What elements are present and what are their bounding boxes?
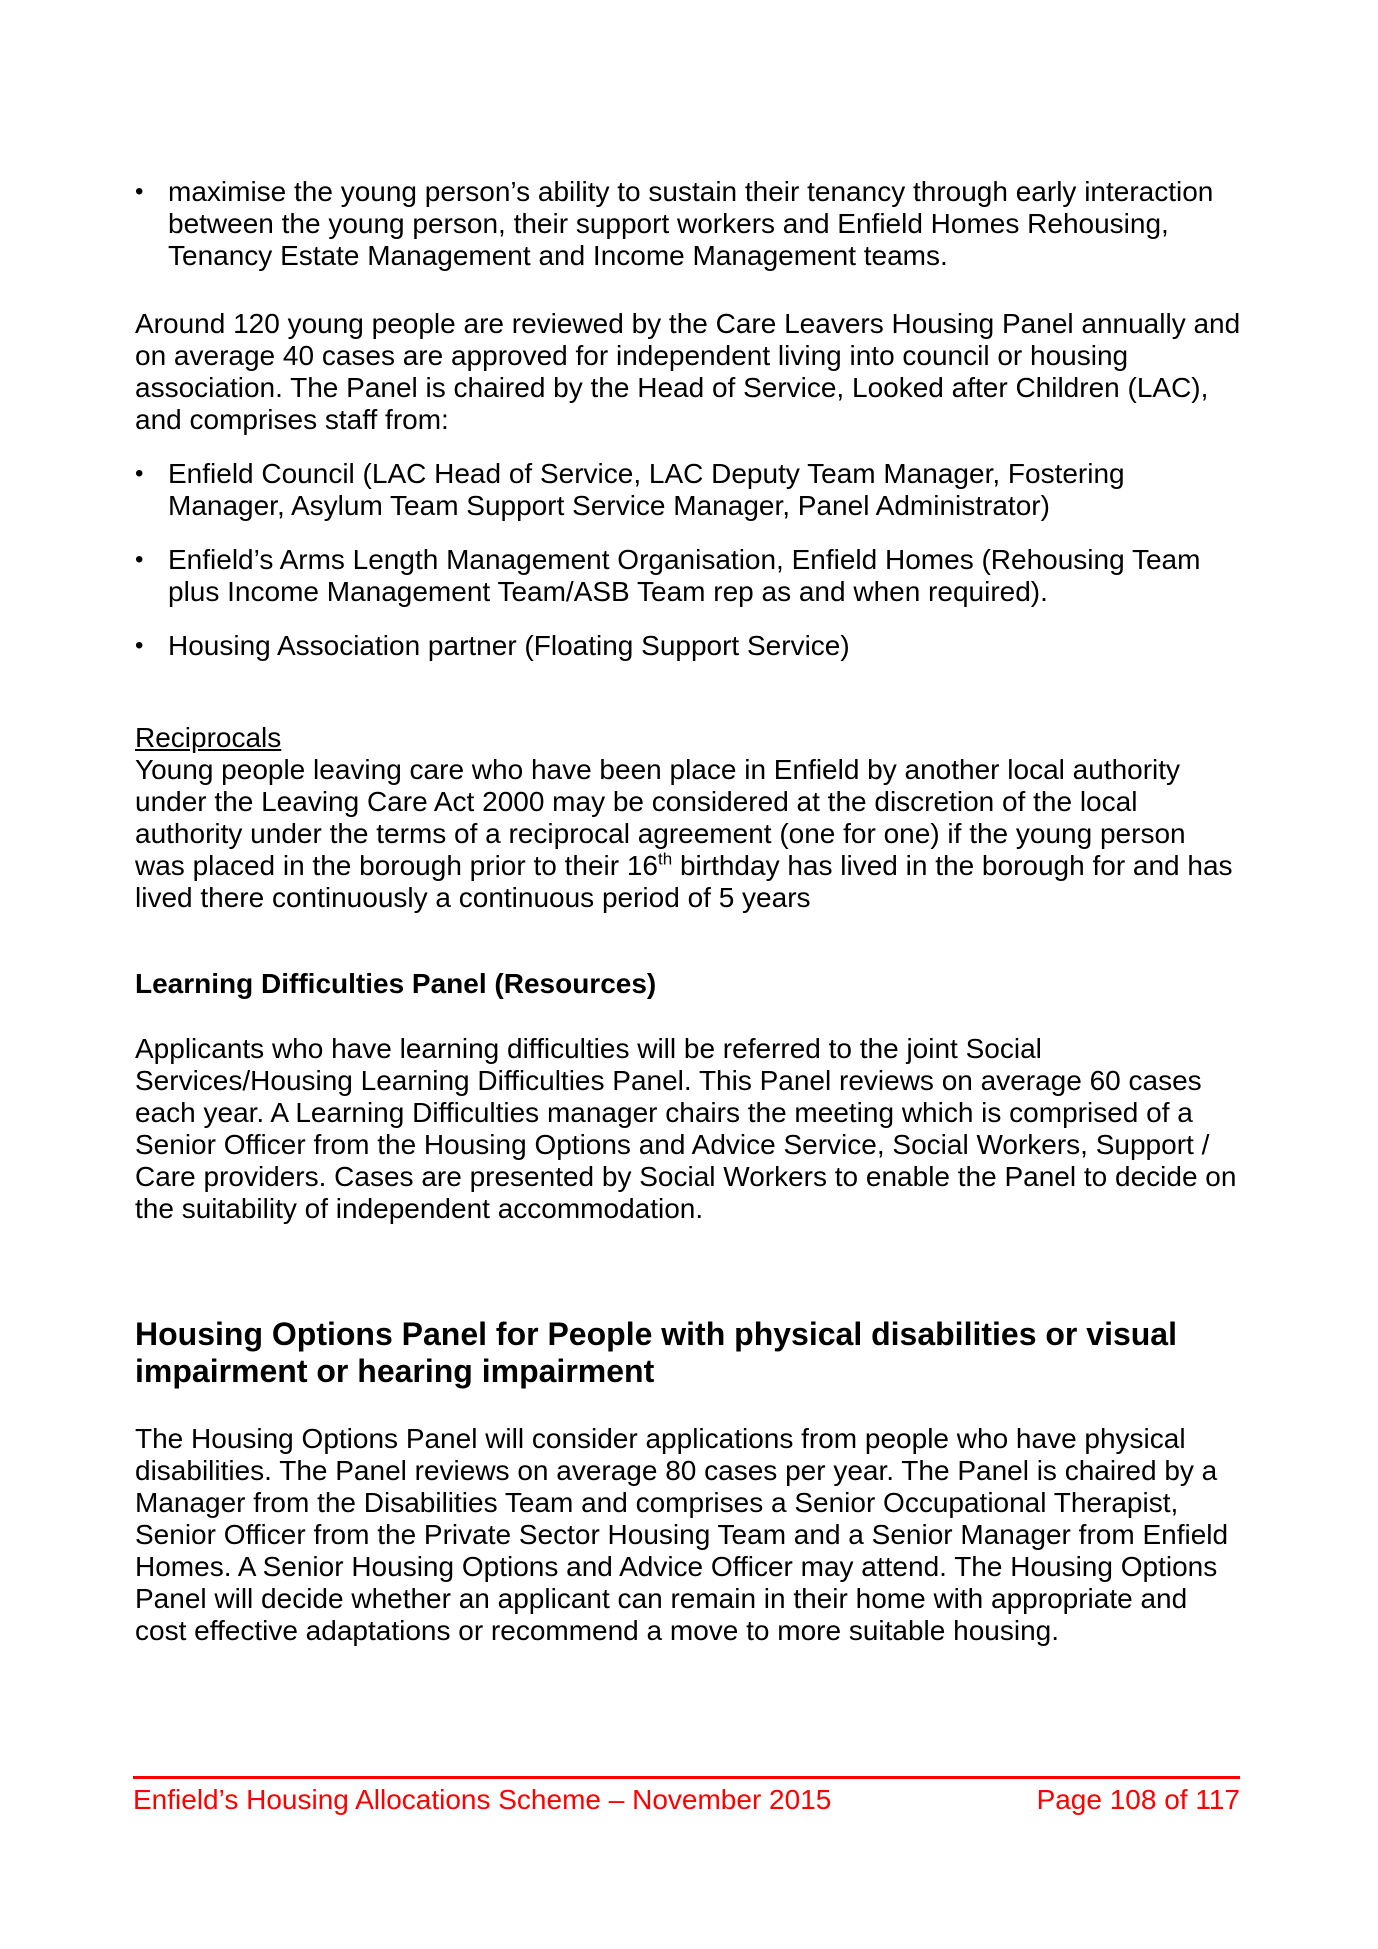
- objective-bullet-text: maximise the young person’s ability to sustain their tenancy through early interaction between the young person, their support workers and Enfield Homes Rehousing, Tenancy Estate Management and Income Management teams.: [168, 176, 1214, 271]
- care-leavers-panel-paragraph: Around 120 young people are reviewed by the Care Leavers Housing Panel annually and on average 40 cases are approved for independent living into council or housing association. The Panel is chaired by the Head of Service, Looked after Children (LAC), and comprises staff from:: [135, 308, 1241, 435]
- page-content: [135, 176, 1241, 1647]
- list-item: [135, 544, 1241, 608]
- footer-document-title: Enfield’s Housing Allocations Scheme – November 2015: [133, 1784, 832, 1815]
- bullet-icon: •: [135, 632, 144, 659]
- learning-difficulties-heading: Learning Difficulties Panel (Resources): [135, 968, 657, 999]
- objectives-bullet-list: [135, 176, 1241, 272]
- footer-row: [133, 1779, 1240, 1816]
- list-item: [135, 630, 1241, 662]
- footer: [133, 1776, 1240, 1816]
- panel-members-bullet-list: [135, 458, 1241, 662]
- reciprocals-section: [135, 722, 1241, 914]
- ordinal-superscript: th: [658, 849, 673, 869]
- list-item: [135, 458, 1241, 522]
- reciprocals-heading: Reciprocals: [135, 722, 282, 753]
- reciprocals-text-after: birthday has lived in the borough for and has lived there continuously a continuous period of 5 years: [135, 850, 1233, 913]
- reciprocals-text-before: Young people leaving care who have been place in Enfield by another local authority under the Leaving Care Act 2000 may be considered at the discretion of the local authority under the terms of a reciprocal agreement (one for one) if the young person was placed in the borough prior to their 16: [135, 754, 1186, 881]
- footer-page-number: Page 108 of 117: [1036, 1784, 1240, 1815]
- bullet-icon: •: [135, 460, 144, 487]
- list-item: [135, 176, 1241, 272]
- learning-difficulties-section: [135, 968, 1241, 1225]
- panel-member-text: Enfield Council (LAC Head of Service, LAC Deputy Team Manager, Fostering Manager, Asylum Team Support Service Manager, Panel Administrator): [168, 458, 1125, 521]
- housing-options-paragraph: The Housing Options Panel will consider applications from people who have physical disabilities. The Panel reviews on average 80 cases per year. The Panel is chaired by a Manager from the Disabilities Team and comprises a Senior Occupational Therapist, Senior Officer from the Private Sector Housing Team and a Senior Manager from Enfield Homes. A Senior Housing Options and Advice Officer may attend. The Housing Options Panel will decide whether an applicant can remain in their home with appropriate and cost effective adaptations or recommend a move to more suitable housing.: [135, 1423, 1229, 1646]
- panel-member-text: Enfield’s Arms Length Management Organisation, Enfield Homes (Rehousing Team plus Income Management Team/ASB Team rep as and when required).: [168, 544, 1201, 607]
- bullet-icon: •: [135, 546, 144, 573]
- bullet-icon: •: [135, 178, 144, 205]
- housing-options-heading: Housing Options Panel for People with physical disabilities or visual impairment or hearing impairment: [135, 1316, 1177, 1389]
- learning-difficulties-paragraph: Applicants who have learning difficulties will be referred to the joint Social Services/Housing Learning Difficulties Panel. This Panel reviews on average 60 cases each year. A Learning Difficulties manager chairs the meeting which is comprised of a Senior Officer from the Housing Options and Advice Service, Social Workers, Support / Care providers. Cases are presented by Social Workers to enable the Panel to decide on the suitability of independent accommodation.: [135, 1033, 1237, 1224]
- reciprocals-paragraph: [135, 754, 1241, 914]
- housing-options-section: [135, 1316, 1241, 1647]
- panel-member-text: Housing Association partner (Floating Support Service): [168, 630, 850, 661]
